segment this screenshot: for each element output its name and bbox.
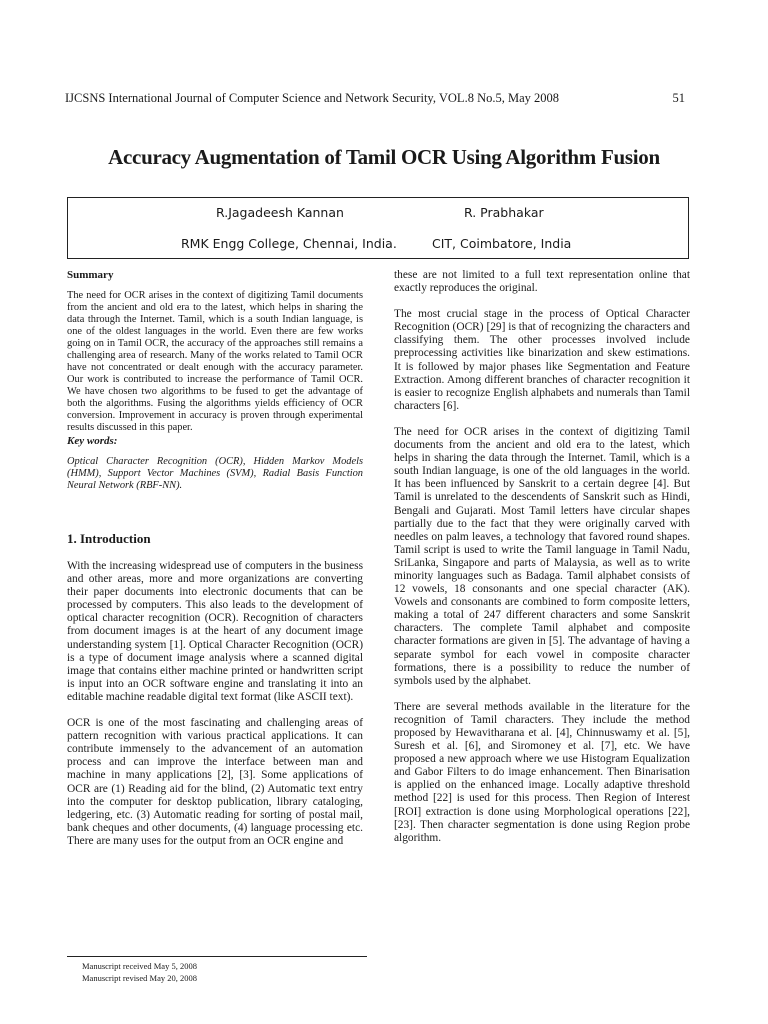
journal-citation: IJCSNS International Journal of Computer Science and Network Security, VOL.8 No.5, May 2008 [65,91,560,105]
page-number: 51 [672,91,685,105]
introduction-heading: 1. Introduction [67,531,151,546]
intro-paragraph-2: OCR is one of the most fascinating and challenging areas of pattern recognition with various practical applications. It can contribute immensely to the advancement of an automation process and can improve the interface between man and machine in many applications [2], [3]. Some applications of OCR are (1) Reading aid for the blind, (2) Automatic text entry into the computer for desktop publication, library cataloging, ledgering, etc. (3) Automatic reading for sorting of postal mail, bank cheques and other documents, (4) language processing etc. There are many uses for the output from an OCR engine and [67,717,363,847]
introduction-column [67,560,363,857]
author1-affiliation: RMK Engg College, Chennai, India. [181,236,397,251]
intro-paragraph-1: With the increasing widespread use of computers in the business and other areas, more and more organizations are converting their paper documents into electronic documents that can be processed by computers. This also leads to the development of optical character recognition (OCR). Recognition of characters from document images is at the heart of any document image understanding system [1]. Optical Character Recognition (OCR) is a type of document image analysis where a scanned digital image that contains either machine printed or handwritten script is input into an OCR software engine and translating it into an editable machine readable digital text format (like ASCII text). [67,560,363,703]
keywords-heading: Key words: [67,435,118,447]
manuscript-revised: Manuscript revised May 20, 2008 [82,973,197,983]
author-block [67,197,689,259]
keywords-text: Optical Character Recognition (OCR), Hidden Markov Models (HMM), Support Vector Machines (SVM), Radial Basis Function Neural Network (RBF-NN). [67,456,363,491]
right-column [394,269,690,854]
right-paragraph-1: these are not limited to a full text representation online that exactly reproduces the original. [394,269,690,295]
running-header [65,91,685,106]
abstract-column [67,269,363,501]
right-paragraph-3: The need for OCR arises in the context of digitizing Tamil documents from the ancient and old era to the latest, which helps in sharing the data through the Internet. Tamil, which is a south Indian language, is one of the old languages in the world. It has been influenced by Sanskrit to a certain degree [4]. But Tamil is unrelated to the descendents of Sanskrit such as Hindi, Bengali and Gujarati. Most Tamil letters have circular shapes partially due to the fact that they were originally carved with needles on palm leaves, a technology that favored round shapes. Tamil script is used to write the Tamil language in Tamil Nadu, SriLanka, Singapore and parts of Malaysia, as well as to write minority languages such as Badaga. Tamil alphabet consists of 12 vowels, 18 consonants and one special character (AK). Vowels and consonants are combined to form composite letters, making a total of 247 different characters and some Sanskrit characters. The complete Tamil alphabet and composite character formations are given in [5]. The advantage of having a separate symbol for each vowel in composite character formations, there is a possibility to reduce the number of symbols used by the alphabet. [394,425,690,687]
manuscript-received: Manuscript received May 5, 2008 [82,961,197,971]
author2-affiliation: CIT, Coimbatore, India [432,236,572,251]
summary-heading: Summary [67,269,114,281]
author1-name: R.Jagadeesh Kannan [216,205,344,220]
summary-text: The need for OCR arises in the context of digitizing Tamil documents from the ancient and old era to the latest, which helps in sharing the data through the Internet. Tamil, which is a south Indian language, is one of the oldest languages in the world. Even there are few works going on in Tamil OCR, the accuracy of the approaches still remains a challenging area of research. Many of the works related to Tamil OCR have not concentrated or dealt enough with the accuracy parameter. Our work is contributed to increase the performance of Tamil OCR. We have chosen two algorithms to be fused to get the advantage of both the algorithms. Fusing the algorithms yields efficiency of OCR conversion. Improvement in accuracy is proven through experimental results discussed in this paper. [67,290,363,433]
paper-title: Accuracy Augmentation of Tamil OCR Using Algorithm Fusion [108,145,660,169]
author2-name: R. Prabhakar [464,205,544,220]
footnote-divider [67,956,367,957]
right-paragraph-2: The most crucial stage in the process of Optical Character Recognition (OCR) [29] is that of recognizing the characters and classifying them. The other processes involved include preprocessing activities like binarization and skew estimations. It is followed by major phases like Segmentation and Feature Extraction. Among different branches of character recognition it is easier to recognize English alphabets and numerals than Tamil characters [6]. [394,308,690,412]
right-paragraph-4: There are several methods available in the literature for the recognition of Tamil characters. They include the method proposed by Hewavitharana et al. [4], Chinnuswamy et al. [5], Suresh et al. [6], and Siromoney et al. [7], etc. We have proposed a new approach where we use Histogram Equalization and Gabor Filters to do image enhancement. Then Binarisation is applied on the enhanced image. Locally adaptive threshold method [22] is used for this process. Then Region of Interest [ROI] extraction is done using Morphological operations [22], [23]. Then character segmentation is done using Region probe algorithm. [394,700,690,844]
